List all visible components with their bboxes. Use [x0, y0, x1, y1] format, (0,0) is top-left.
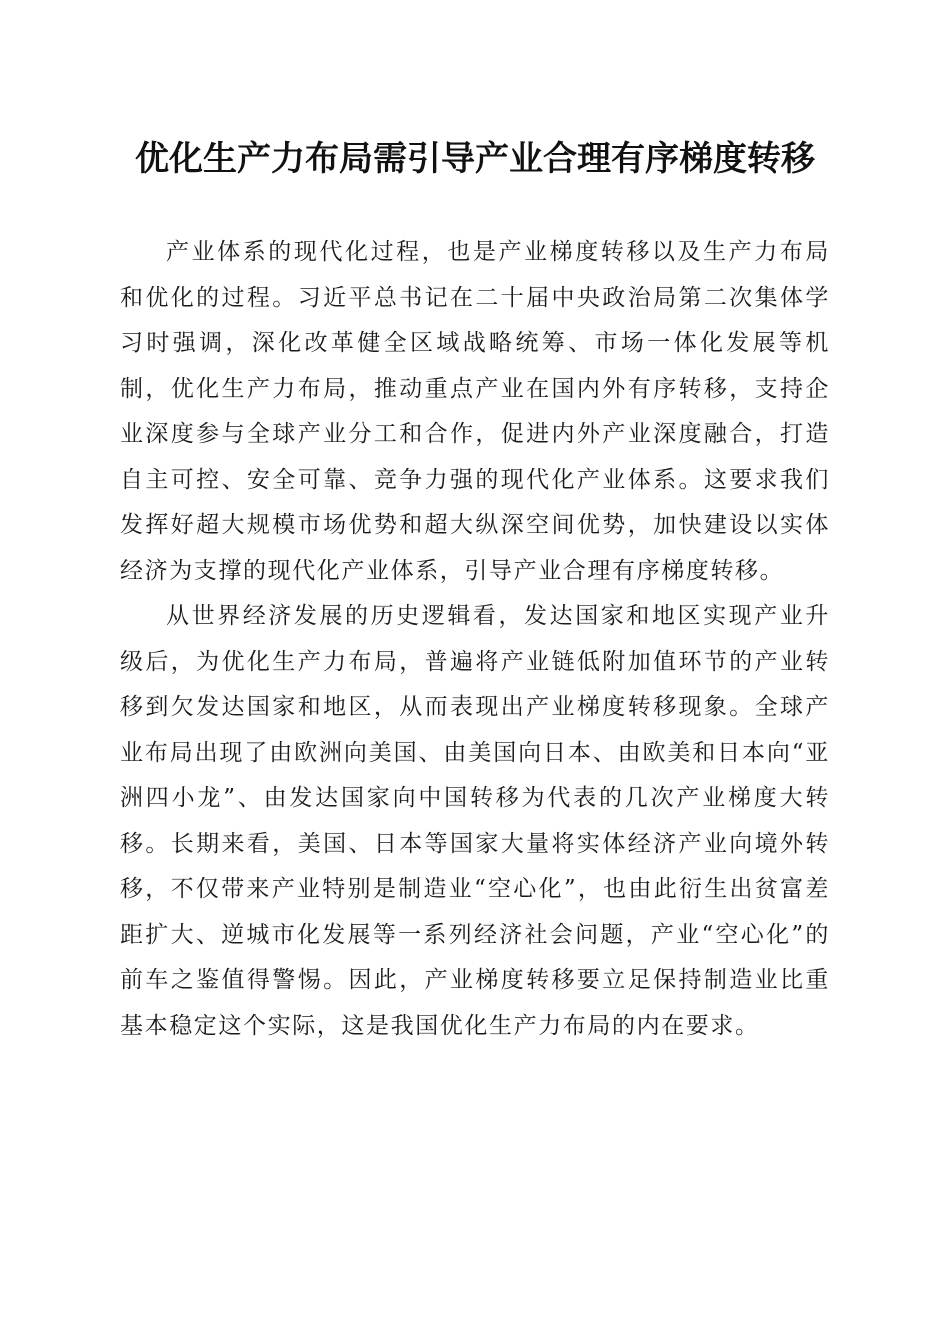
- paragraph-1: 产业体系的现代化过程，也是产业梯度转移以及生产力布局和优化的过程。习近平总书记在二十届中央政治局第二次集体学习时强调，深化改革健全区域战略统筹、市场一体化发展等机制，优化生产力布局，推动重点产业在国内外有序转移，支持企业深度参与全球产业分工和合作，促进内外产业深度融合，打造自主可控、安全可靠、竞争力强的现代化产业体系。这要求我们发挥好超大规模市场优势和超大纵深空间优势，加快建设以实体经济为支撑的现代化产业体系，引导产业合理有序梯度转移。: [120, 239, 830, 584]
- document-body: [120, 230, 830, 1049]
- paragraph-2: 从世界经济发展的历史逻辑看，发达国家和地区实现产业升级后，为优化生产力布局，普遍将产业链低附加值环节的产业转移到欠发达国家和地区，从而表现出产业梯度转移现象。全球产业布局出现了由欧洲向美国、由美国向日本、由欧美和日本向“亚洲四小龙”、由发达国家向中国转移为代表的几次产业梯度大转移。长期来看，美国、日本等国家大量将实体经济产业向境外转移，不仅带来产业特别是制造业“空心化”，也由此衍生出贫富差距扩大、逆城市化发展等一系列经济社会问题，产业“空心化”的前车之鉴值得警惕。因此，产业梯度转移要立足保持制造业比重基本稳定这个实际，这是我国优化生产力布局的内在要求。: [120, 603, 830, 1039]
- document-title: 优化生产力布局需引导产业合理有序梯度转移: [135, 139, 815, 179]
